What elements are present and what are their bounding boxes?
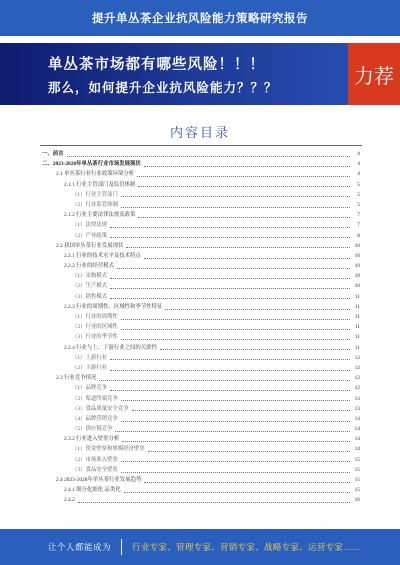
toc-entry[interactable] [42,353,360,363]
toc-entry[interactable] [42,241,360,251]
toc-leader-dots [110,298,350,299]
toc-page-number: 7 [357,222,360,229]
toc-leader-dots [121,400,350,401]
toc-leader-dots [110,370,350,371]
toc-entry[interactable] [42,332,360,342]
toc-entry[interactable] [42,251,360,261]
toc-entry-label: （1）行业的周期性 [72,312,120,322]
toc-page-number: 13 [354,395,360,402]
toc-leader-dots [165,309,350,310]
toc-page-number: 10 [354,263,360,270]
toc-entry[interactable] [42,220,360,230]
toc-page-number: 11 [354,314,360,320]
toc-page-number: 7 [357,212,360,219]
toc-entry-label: 一、前言 [42,149,66,159]
toc-entry[interactable] [42,169,360,179]
toc-page-number: 15 [354,477,360,483]
toc-entry[interactable] [42,444,360,454]
toc-entry-label: （3）行业的季节性 [72,332,120,342]
toc-page-number: 4 [357,151,360,157]
toc-entry[interactable] [42,312,360,322]
footer-slogan: 让个人都能成为 [48,542,112,552]
toc-page-number: 10 [354,252,360,259]
toc-entry-label: 2.1 单丛茶行业行业政策环境分析 [56,169,136,179]
toc-page-number: 14 [354,415,360,422]
toc-entry-label: （2）产业政策 [72,231,109,241]
report-title-banner [0,0,400,36]
toc-entry-label: （1）品牌竞争 [72,383,109,393]
toc-leader-dots [115,431,350,432]
table-of-contents [42,149,360,506]
toc-entry[interactable] [42,190,360,200]
hero-headline: 单丛茶市场都有哪些风险！！！ [48,57,265,73]
toc-entry-label: （4）品牌营销竞争 [72,414,120,424]
toc-leader-dots [121,329,350,330]
toc-entry-label: 2.3 行业竞争情况 [56,373,98,383]
toc-entry-label: 2.2 我国单丛茶行业发展现状 [56,241,125,251]
toc-leader-dots [124,492,350,493]
toc-leader-dots [99,380,350,381]
toc-page-number: 12 [354,364,360,371]
toc-entry[interactable] [42,231,360,241]
toc-page-number: 16 [354,497,360,504]
toc-leader-dots [110,237,350,238]
toc-entry-label: （2）市场准入壁垒 [72,455,120,465]
toc-page-number: 11 [354,303,360,310]
toc-leader-dots [121,207,350,208]
toc-divider [40,145,362,146]
toc-leader-dots [110,359,350,360]
toc-entry-label: （5）供应链竞争 [72,424,114,434]
toc-page-number: 8 [357,232,360,239]
toc-entry-label: 2.1.2 行业主要法律法规及政策 [64,210,137,220]
toc-entry[interactable] [42,281,360,291]
toc-page-number: 14 [354,426,360,433]
toc-leader-dots [144,258,350,259]
toc-leader-dots [110,390,350,391]
toc-entry-label: 2.2.1 行业的技术水平及技术特点 [64,251,143,261]
toc-entry-label: （3）食品安全壁垒 [72,465,120,475]
toc-entry[interactable] [42,261,360,271]
toc-entry[interactable] [42,343,360,353]
toc-entry-label: 2.2.3 行业的周期性、区域性和季节性特征 [64,302,164,312]
toc-entry[interactable] [42,200,360,210]
toc-page-number: 4 [357,171,360,178]
toc-entry[interactable] [42,159,360,169]
toc-page-number: 11 [354,293,360,300]
recommend-badge: 力荐 [348,43,400,105]
toc-page-number: 11 [354,334,360,341]
toc-leader-dots [144,482,350,483]
toc-entry[interactable] [42,475,360,485]
toc-page-number: 14 [354,446,360,453]
toc-page-number: 15 [354,456,360,463]
toc-entry[interactable] [42,302,360,312]
toc-entry-label: （1）行业主管部门 [72,190,120,200]
toc-entry[interactable] [42,424,360,434]
toc-entry-label: 2.2.4 行业与上、下游行业之间的关联性 [64,343,159,353]
toc-entry-label: （1）法律法规 [72,220,109,230]
toc-entry-label: （1）采购模式 [72,271,109,281]
toc-leader-dots [137,176,350,177]
toc-title: 内容目录 [169,125,230,140]
toc-leader-dots [144,166,350,167]
footer-roles: 行业专家、管理专家、营销专家、战略专家、运营专家…… [132,542,361,552]
toc-entry-label: （3）食品质量安全竞争 [72,404,131,414]
toc-leader-dots [160,349,350,350]
toc-leader-dots [121,472,350,473]
footer-banner [0,529,400,565]
toc-entry[interactable] [42,455,360,465]
toc-entry-label: 2.4.1 细分化细化 品类化 [64,485,123,495]
toc-entry-label: （2）下游行业 [72,363,109,373]
toc-entry[interactable] [42,394,360,404]
toc-page-number: 5 [357,181,360,188]
toc-entry[interactable] [42,210,360,220]
toc-page-number: 14 [354,436,360,443]
toc-leader-dots [110,278,350,279]
toc-entry[interactable] [42,363,360,373]
toc-page-number: 15 [354,466,360,473]
toc-leader-dots [121,196,350,197]
toc-page-number: 12 [354,354,360,361]
toc-page-number: 4 [357,161,360,168]
toc-leader-dots [121,339,350,340]
toc-leader-dots [117,268,350,269]
toc-entry[interactable] [42,465,360,475]
toc-entry-label: （2）生产模式 [72,281,109,291]
toc-page-number: 15 [354,487,360,494]
toc-entry-label: 2.4 2023-2028年单丛茶行业发展趋势 [56,475,143,485]
toc-page-number: 12 [354,385,360,392]
toc-leader-dots [122,441,350,442]
toc-entry-label: （2）行业的区域性 [72,322,120,332]
toc-entry-label: （3）销售模式 [72,292,109,302]
toc-entry-label: （1）资金壁垒和规模经济壁垒 [72,444,147,454]
toc-entry[interactable] [42,149,360,159]
toc-entry[interactable] [42,495,360,505]
footer-separator [121,539,122,555]
toc-entry-label: 2.3.2 行业进入壁垒分析 [64,434,121,444]
toc-entry[interactable] [42,322,360,332]
toc-leader-dots [138,186,350,187]
report-title: 提升单丛茶企业抗风险能力策略研究报告 [92,13,308,25]
toc-page-number: 10 [354,273,360,280]
toc-entry-label: 2.1.1 行业主管部门及监管体制 [64,180,137,190]
toc-entry-label: 2.4.2 [64,495,77,505]
toc-entry-label: 2.2.2 行业的经营模式 [64,261,116,271]
toc-leader-dots [121,421,350,422]
toc-leader-dots [121,461,350,462]
toc-leader-dots [110,288,350,289]
toc-leader-dots [132,410,350,411]
toc-page-number: 12 [354,375,360,382]
toc-entry[interactable] [42,485,360,495]
toc-leader-dots [126,247,350,248]
toc-entry[interactable] [42,383,360,393]
toc-entry-label: （2）渠道终端竞争 [72,394,120,404]
toc-page-number: 11 [354,344,360,351]
toc-page-number: 5 [357,201,360,208]
toc-leader-dots [78,502,350,503]
toc-entry[interactable] [42,271,360,281]
toc-entry[interactable] [42,180,360,190]
toc-leader-dots [148,451,350,452]
toc-leader-dots [121,319,350,320]
toc-leader-dots [138,217,350,218]
hero-subheadline: 那么，如何提升企业抗风险能力？？？ [48,81,278,95]
toc-entry[interactable] [42,292,360,302]
toc-leader-dots [110,227,350,228]
toc-entry-label: （2）行业监管体制 [72,200,120,210]
toc-leader-dots [67,156,350,157]
toc-page-number: 11 [354,324,360,331]
hero-banner [0,43,400,105]
toc-entry-label: （1）上游行业 [72,353,109,363]
toc-entry[interactable] [42,414,360,424]
toc-page-number: 10 [354,283,360,290]
toc-entry[interactable] [42,373,360,383]
toc-entry-label: 二、2023-2028年单丛茶行业市场发展现状 [42,159,143,169]
toc-page-number: 10 [354,242,360,249]
toc-entry[interactable] [42,404,360,414]
toc-entry[interactable] [42,434,360,444]
toc-page-number: 5 [357,191,360,198]
toc-page-number: 13 [354,405,360,412]
